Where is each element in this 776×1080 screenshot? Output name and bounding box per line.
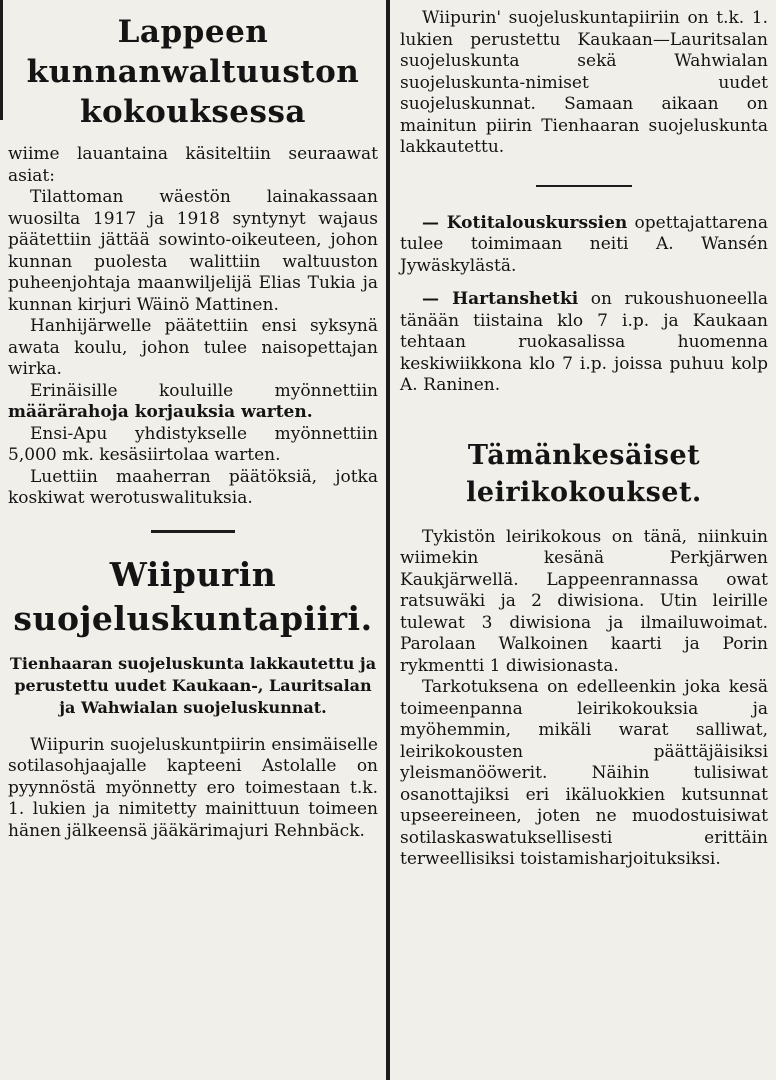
article-paragraph: wiime lauantaina käsiteltiin seuraawat asiat: <box>8 144 378 186</box>
paragraph-text: Erinäisille kouluille myönnettiin <box>30 380 378 401</box>
section-separator <box>536 185 632 187</box>
article-title-suojeluskuntapiiri: Wiipurin suojeluskuntapiiri. <box>13 554 373 638</box>
article-paragraph: Wiipurin' suojeluskuntapiiriin on t.k. 1. lukien perustettu Kaukaan—Lauritsalan suojeluskunta sekä Wahwialan suojeluskunta-nimiset uudet suojeluskunnat. Samaan aikaan on mainitun piirin Tienhaaran suojeluskunta lakkautettu. <box>400 8 768 157</box>
article-paragraph <box>8 381 378 424</box>
article-subtitle: Tienhaaran suojeluskunta lakkautettu ja perustettu uudet Kaukaan-, Lauritsalan ja Wahwialan suojeluskunnat. <box>9 653 377 717</box>
news-item-heading: — Kotitalouskurssien <box>422 212 628 233</box>
article-paragraph: Tilattoman wäestön lainakassaan wuosilta 1917 ja 1918 syntynyt wajaus päätettiin jättää sowinto-oikeuteen, johon kunnan puolesta walittiin waltuuston puheenjohtaja maanwiljelijä Elias Tukia ja kunnan kirjuri Wäinö Mattinen. <box>8 187 378 315</box>
news-item-heading: — Hartanshetki <box>422 289 579 309</box>
article-paragraph: Luettiin maaherran päätöksiä, jotka koskiwat werotuswalituksia. <box>8 466 378 508</box>
article-paragraph: Tarkotuksena on edelleenkin joka kesä toimeenpanna leirikokouksia ja myöhemmin, mikäli warat salliwat, leirikokousten päättäjäisiksi yleismanööwerit. Näihin tulisiwat osanottajiksi eri ikäluokkien kutsunnat upseereineen, joten ne muodostuisiwat sotilaskaswatuksellisesti erittäin terweellisiksi toistamisharjoituksiksi. <box>400 677 768 869</box>
right-column <box>392 0 776 1080</box>
news-item-hartaushetki <box>400 289 768 397</box>
article-paragraph: Tykistön leirikokous on tänä, niinkuin wiimekin kesänä Perkjärwen Kaukjärwellä. Lappeenrannassa owat ratsuwäki ja 2 diwisiona. Utin leirille tulewat 3 diwisiona ja ilmailuwoimat. Parolaan Walkoinen kaarti ja Porin rykmentti 1 diwisionasta. <box>400 526 768 676</box>
paragraph-bold-text: määrärahoja korjauksia warten. <box>8 402 313 422</box>
column-divider <box>386 0 390 1080</box>
news-item-text: opettajattarena tulee toimimaan neiti A. Wansén Jywäskylästä. <box>400 212 769 276</box>
left-column <box>0 0 384 1080</box>
article-title-kunnanvaltuusto: Lappeen kunnanwaltuuston kokouksessa <box>26 14 360 130</box>
spacer <box>400 397 768 433</box>
article-paragraph: Ensi-Apu yhdistykselle myönnettiin 5,000 mk. kesäsiirtolaa warten. <box>8 423 378 465</box>
news-item-kotitalous <box>400 213 768 278</box>
article-title-leirikokoukset: Tämänkesäiset leirikokoukset. <box>466 439 702 508</box>
article-paragraph: Hanhijärwelle päätettiin ensi syksynä awata koulu, johon tulee naisopettajan wirka. <box>8 316 378 379</box>
section-separator <box>151 530 235 533</box>
news-item-text: on rukoushuoneella tänään tiistaina klo 7 i.p. ja Kaukaan tehtaan ruokasalissa huomenna keskiwiikkona klo 7 i.p. joissa puhuu kolp A. Raninen. <box>400 289 768 395</box>
article-paragraph: Wiipurin suojeluskuntpiirin ensimäiselle sotilasohjaajalle kapteeni Astolalle on pyynnöstä myönnetty ero toimestaan t.k. 1. lukien ja nimitetty mainittuun toimeen hänen jälkeensä jääkärimajuri Rehnbäck. <box>8 734 378 841</box>
spacer <box>400 277 768 289</box>
